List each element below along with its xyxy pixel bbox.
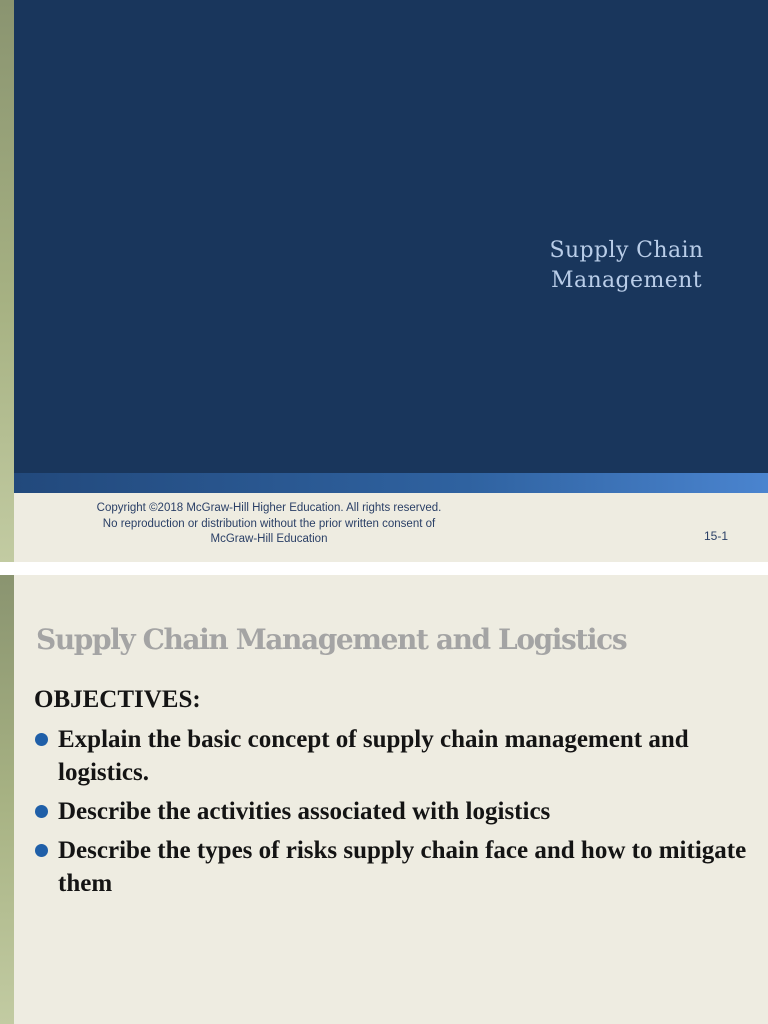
copyright-line: Copyright ©2018 McGraw-Hill Higher Education. All rights reserved. bbox=[96, 502, 442, 514]
slide-accent-bar bbox=[0, 575, 14, 1024]
copyright-notice bbox=[54, 501, 484, 548]
slide-footer bbox=[14, 493, 768, 562]
divider-stripe bbox=[14, 473, 768, 493]
objectives-slide bbox=[0, 575, 768, 1024]
title-panel bbox=[14, 0, 768, 473]
copyright-line: No reproduction or distribution without the prior written consent of bbox=[102, 517, 436, 530]
page-number: 15-1 bbox=[704, 529, 729, 543]
slide-accent-bar bbox=[0, 0, 14, 562]
objectives-list bbox=[34, 723, 754, 900]
slide-title: Supply Chain Management bbox=[549, 238, 704, 293]
objective-item bbox=[34, 795, 754, 828]
objective-text: Describe the types of risks supply chain face and how to mitigate them bbox=[58, 837, 747, 897]
copyright-line: McGraw-Hill Education bbox=[210, 533, 328, 545]
objective-text: Describe the activities associated with logistics bbox=[58, 798, 551, 825]
slide-body bbox=[34, 685, 754, 906]
objective-item bbox=[34, 723, 754, 789]
bullet-icon bbox=[35, 805, 48, 818]
objective-text: Explain the basic concept of supply chain management and logistics. bbox=[58, 726, 689, 786]
bullet-icon bbox=[35, 733, 48, 746]
slide-title: Supply Chain Management and Logistics bbox=[36, 623, 627, 656]
bullet-icon bbox=[35, 844, 48, 857]
objectives-heading: OBJECTIVES: bbox=[34, 686, 201, 713]
objective-item bbox=[34, 834, 754, 900]
slide-separator bbox=[0, 562, 768, 575]
